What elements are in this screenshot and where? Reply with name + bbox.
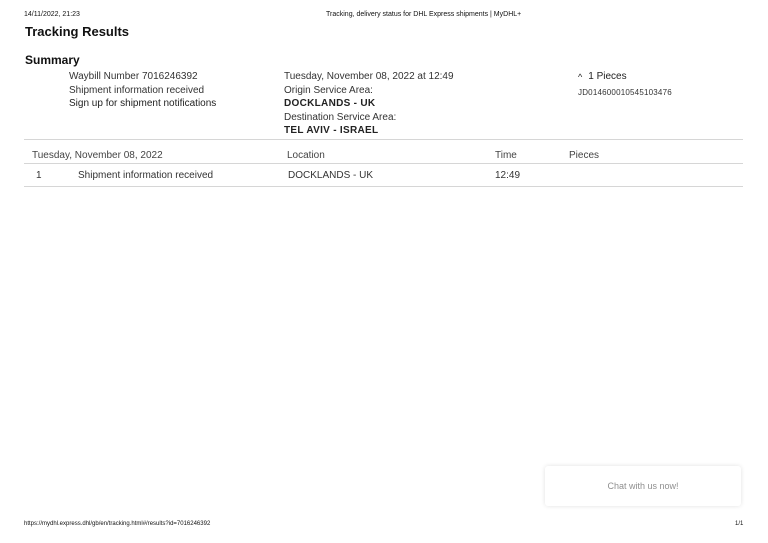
chevron-up-icon: ^ bbox=[578, 71, 583, 82]
row-index: 1 bbox=[36, 170, 42, 181]
print-page-number: 1/1 bbox=[735, 521, 744, 527]
divider bbox=[24, 139, 743, 140]
column-header-location: Location bbox=[287, 150, 325, 161]
chat-label: Chat with us now! bbox=[607, 481, 679, 491]
origin-value: DOCKLANDS - UK bbox=[284, 98, 376, 109]
pieces-toggle-label: 1 Pieces bbox=[588, 71, 627, 82]
notifications-signup-link[interactable]: Sign up for shipment notifications bbox=[69, 98, 217, 109]
waybill-number: Waybill Number 7016246392 bbox=[69, 71, 198, 82]
pieces-toggle[interactable] bbox=[578, 71, 627, 82]
print-footer-url: https://mydhl.express.dhl/gb/en/tracking.html#/results?id=7016246392 bbox=[24, 521, 211, 527]
chat-button[interactable] bbox=[545, 466, 741, 506]
origin-label: Origin Service Area: bbox=[284, 85, 373, 96]
row-description: Shipment information received bbox=[78, 170, 214, 181]
summary-heading: Summary bbox=[25, 53, 80, 67]
row-location: DOCKLANDS - UK bbox=[288, 170, 374, 181]
shipment-datetime: Tuesday, November 08, 2022 at 12:49 bbox=[284, 71, 454, 82]
column-header-pieces: Pieces bbox=[569, 150, 600, 161]
destination-label: Destination Service Area: bbox=[284, 112, 397, 123]
divider bbox=[24, 186, 743, 187]
divider bbox=[24, 163, 743, 164]
column-header-date: Tuesday, November 08, 2022 bbox=[32, 150, 163, 161]
print-page-title: Tracking, delivery status for DHL Express shipments | MyDHL+ bbox=[326, 11, 522, 18]
destination-value: TEL AVIV - ISRAEL bbox=[284, 125, 379, 136]
print-datetime: 14/11/2022, 21:23 bbox=[24, 11, 80, 18]
shipment-status: Shipment information received bbox=[69, 85, 205, 96]
page-title: Tracking Results bbox=[25, 24, 130, 39]
piece-id: JD014600010545103476 bbox=[578, 88, 672, 97]
row-time: 12:49 bbox=[495, 170, 521, 181]
column-header-time: Time bbox=[495, 150, 517, 161]
